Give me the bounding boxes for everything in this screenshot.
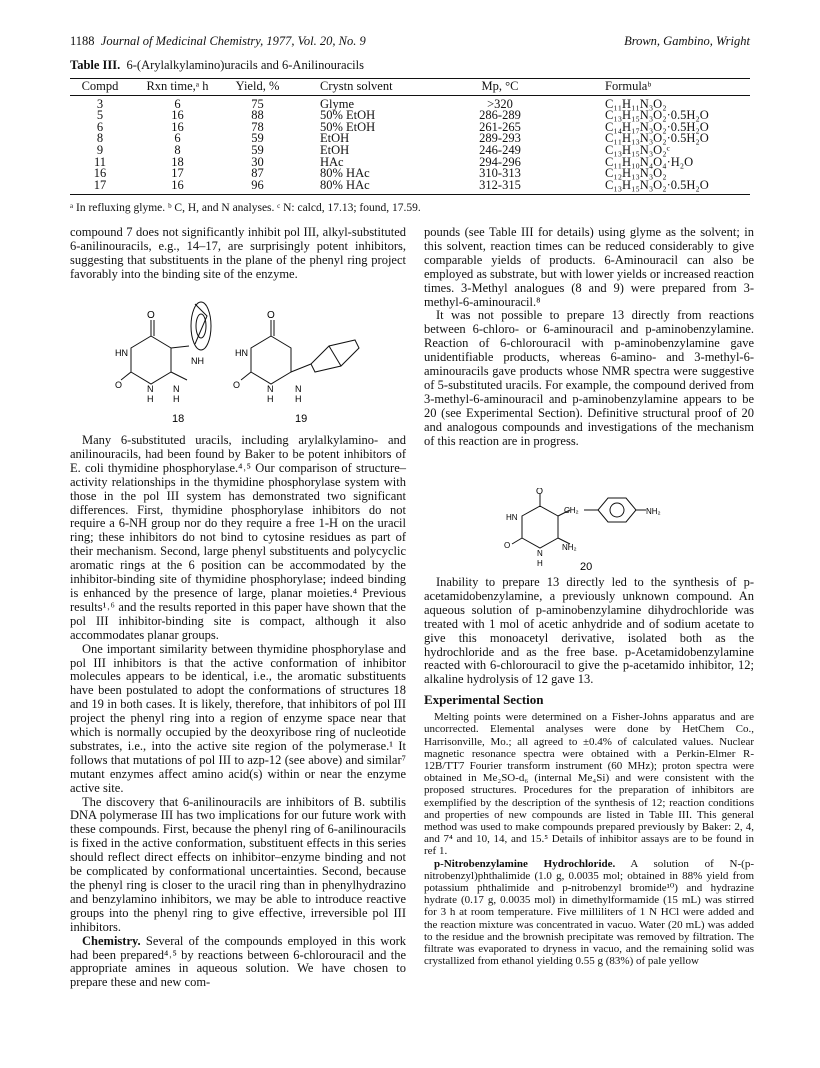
- structure-label: 19: [295, 413, 308, 425]
- header-left: [70, 34, 366, 49]
- table-cell: EtOH: [320, 131, 350, 146]
- table-cell: C₁₁H₁₁N₃O₂: [605, 96, 667, 111]
- table-cell: 310-313: [479, 166, 521, 181]
- left-column-body: [70, 434, 406, 990]
- paragraph: Melting points were determined on a Fisher-Johns apparatus and are uncorrected. Elemental analyses were done by HetChem Co., Harrisonville, Mo.; all agreed to ±0.4% of calculated values. Nuclear magnetic resonance spectra were obtained with a Perkin-Elmer R-12B/TT7 Fourier transform instrument (60 MHz); proton spectra were obtained in Me₂SO-d₆ (internal Me₄Si) and were consistent with the proposed structures. Procedures for the preparation of inhibitors are exemplified by the description of the synthesis of 12; reaction conditions and properties of new compounds are listed in Table III. This general method was used to make compounds prepared previously by Baker: 2, 4, and 7⁴ and 10, 14, and 15.⁵ Details of inhibitor assays are to be found in ref 1.: [424, 711, 754, 858]
- table-cell: 294-296: [479, 154, 521, 169]
- table-cell: 18: [171, 154, 184, 169]
- table-cell: 11: [93, 154, 107, 169]
- table-cell: EtOH: [320, 142, 350, 157]
- table-cell: 6: [174, 131, 181, 146]
- table-cell: C₁₃H₁₅N₃O₂·0.5H₂O: [565, 180, 750, 195]
- atom-label: NH: [191, 356, 204, 366]
- table-cell: 30: [251, 154, 264, 169]
- atom-label: H: [537, 559, 543, 568]
- table-cell: C₁₂H₁₃N₃O₂: [605, 166, 667, 181]
- col-header: Rxn time,ᵃ h: [130, 79, 225, 96]
- atom-label: O: [115, 380, 123, 390]
- paragraph-text: A solution of N-(p-nitrobenzyl)phthalimide (1.0 g, 0.0035 mol; obtained in 88% yield from potassium phthalimide and p-nitrobenzyl bromide¹⁰) and hydrazine hydrate (0.17 g, 0.0035 mol) in dimethylformamide (15 mL) was stirred for 3 h at room temperature. Five milliliters of 1 N HCl were added and the reaction mixture was concentrated in vacuo. Water (20 mL) was added to the residue and the brownish precipitate was removed by filtration. The filtrate was evaporated to dryness in vacuo, and the remaining solid was crystallized from ethanol yielding 0.55 g (83%) of pale yellow: [424, 857, 754, 968]
- table-cell: HAc: [320, 154, 344, 169]
- col-header: Crystn solvent: [290, 79, 435, 96]
- data-table: [70, 78, 750, 195]
- table-caption: [70, 58, 364, 73]
- paragraph: Many 6-substituted uracils, including arylalkylamino- and anilinouracils, had been found by Baker to be potent inhibitors of E. coli thymidine phosphorylase.⁴˒⁵ Our comparison of structure–activity relationships in the thymidine phosphorylase system with those in the pol III system has demonstrated two significant differences. First, thymidine phosphorylase inhibitors do not require a 6-NH group nor do they require a free 1-H on the uracil ring; these inhibitors do not bind to cytosine residues as part of their mechanism. Second, large phenyl substituents and polycyclic aromatic rings at the 6 position can be accommodated by the inhibitor-binding site of thymidine phosphorylase; indeed binding is enhanced by the presence of large, planar moieties.⁴ Previous results¹˒⁶ and the results reported in this paper have shown that the pol III inhibitor-binding site is compact, although it also accommodates planar groups.: [70, 433, 406, 642]
- atom-label: HN: [506, 513, 518, 522]
- atom-label: N: [173, 384, 180, 394]
- col-header: Yield, %: [225, 79, 290, 96]
- structure-label: 18: [172, 413, 185, 425]
- table-cell: 8: [96, 131, 104, 146]
- experimental-text: [424, 711, 754, 967]
- right-column-body: [424, 576, 754, 967]
- table-cell: 246-249: [479, 142, 521, 157]
- table-cell: Glyme: [320, 96, 355, 111]
- paragraph: The discovery that 6-anilinouracils are inhibitors of B. subtilis DNA polymerase III has two implications for our future work with these compounds. First, because the phenyl ring of 6-anilinouracils is fixed in the active conformation, substituent effects in this series should reflect direct effects on inhibitor–enzyme binding and not be complicated by conformational uncertainties. Second, because the phenyl ring is closer to the uracil ring than in phenylhydrazino and benzylamino inhibitors, we may be able to introduce reactive groups into the phenyl ring to give effective, irreversible pol III inhibitors.: [70, 794, 406, 934]
- table-cell: 6: [174, 96, 181, 111]
- paragraph: [70, 935, 406, 991]
- table-cell: 50% EtOH: [320, 119, 376, 134]
- col-header: Mp, °C: [435, 79, 565, 96]
- atom-label: N: [537, 549, 543, 558]
- table-cell: 261-265: [479, 119, 521, 134]
- table-row: [70, 180, 750, 195]
- run-in-heading: Chemistry.: [82, 933, 141, 948]
- atom-label: CH₂: [564, 506, 579, 515]
- col-header: Formulaᵇ: [565, 79, 750, 96]
- table-cell: 286-289: [479, 108, 521, 123]
- atom-label: O: [267, 310, 275, 321]
- table-cell: 6: [96, 119, 104, 134]
- page-number: 1188: [70, 34, 95, 48]
- table-cell: 5: [96, 108, 104, 123]
- paragraph-text: Several of the compounds employed in this work had been prepared⁴˒⁵ by reactions between 6-chlorouracil and the appropriate amines in aqueous solution. We have chosen to prepare these and new com-: [70, 933, 406, 990]
- header-authors: Brown, Gambino, Wright: [624, 34, 750, 48]
- table-cell: 16: [171, 119, 184, 134]
- paragraph: compound 7 does not significantly inhibit pol III, alkyl-substituted 6-anilinouracils, e.g., 14–17, are surprisingly potent inhibitors, suggesting that substituents in the plane of the phenyl ring project favorably into the binding site of the enzyme.: [70, 225, 406, 281]
- table-footnote: ᵃ In refluxing glyme. ᵇ C, H, and N analyses. ᶜ N: calcd, 17.13; found, 17.59.: [70, 202, 421, 214]
- table-cell: 16: [171, 108, 184, 123]
- table-cell: C₁₁H₁₀N₄O₄·H₂O: [605, 154, 694, 169]
- table-cell: 289-293: [479, 131, 521, 146]
- atom-label: H: [147, 394, 154, 404]
- table-cell: 16: [130, 180, 225, 195]
- right-column-top: [424, 226, 754, 449]
- table-cell: 9: [96, 142, 104, 157]
- table-title: 6-(Arylalkylamino)uracils and 6-Anilinouracils: [126, 58, 364, 72]
- structure-label: 20: [580, 561, 593, 572]
- table-cell: 59: [251, 142, 264, 157]
- atom-label: N: [147, 384, 154, 394]
- table-cell: 78: [251, 119, 264, 134]
- table-cell: 96: [225, 180, 290, 195]
- paragraph: One important similarity between thymidine phosphorylase and pol III inhibitors is that the active conformation of inhibitor molecules appears to be identical, i.e., the aromatic substituents have been postulated to adopt the conformations of structures 18 and 19 in both cases. It is likely, therefore, that inhibitors of pol III project the phenyl ring into a region of enzyme space near that which is normally occupied by the deoxyribose ring of nucleotide substrates, i.e., into the active site region of the polymerase.¹ It follows that mutations of pol III to azp-12 (see above) and similar⁷ mutant enzymes affect amino acid(s) within or near the enzyme active site.: [70, 641, 406, 795]
- run-in-heading: p-Nitrobenzylamine Hydrochloride.: [434, 857, 616, 870]
- atom-label: N: [295, 384, 302, 394]
- table-cell: 59: [251, 131, 264, 146]
- atom-label: HN: [115, 348, 128, 358]
- table-cell: 75: [251, 96, 264, 111]
- table-cell: 87: [251, 166, 264, 181]
- table-cell: 3: [96, 96, 104, 111]
- table-cell: 80% HAc: [290, 180, 435, 195]
- atom-label: HN: [235, 348, 248, 358]
- table-cell: 312-315: [435, 180, 565, 195]
- table-cell: C₁₄H₁₇N₃O₂·0.5H₂O: [605, 119, 709, 134]
- structure-20: [500, 488, 680, 572]
- table-cell: 8: [174, 142, 181, 157]
- atom-label: O: [536, 488, 544, 496]
- paragraph: [424, 858, 754, 968]
- atom-label: H: [173, 394, 180, 404]
- paragraph: It was not possible to prepare 13 directly from reactions between 6-chloro- or 6-aminouracil and p-aminobenzylamine. Reaction of 6-chlorouracil with p-aminobenzylamine gave unidentifiable products, whereas 6-amino- and 3-methyl-6-aminouracils gave products whose NMR spectra were suggestive of 5-substituted uracils. For example, the compound derived from 3-methyl-6-aminouracil and p-aminobenzylamine appears to be 20 (see Experimental Section). Definitive structural proof of 20 and analogous compounds and investigations of the mechanism of this reaction are in progress.: [424, 308, 754, 448]
- section-heading: Experimental Section: [424, 692, 544, 708]
- running-header: [70, 34, 750, 52]
- structure-18-19: [115, 298, 375, 434]
- table-cell: 16: [93, 166, 107, 181]
- atom-label: NH₂: [562, 543, 577, 552]
- table-cell: 50% EtOH: [320, 108, 376, 123]
- table-cell: 80% HAc: [320, 166, 370, 181]
- table-cell: >320: [487, 96, 513, 111]
- journal-citation: Journal of Medicinal Chemistry, 1977, Vol. 20, No. 9: [100, 34, 366, 48]
- atom-label: H: [295, 394, 302, 404]
- table-cell: C₁₃H₁₅N₃O₂ᶜ: [605, 142, 670, 157]
- atom-label: NH₂: [646, 507, 661, 516]
- paragraph: Inability to prepare 13 directly led to the synthesis of p-acetamidobenzylamine, a previously unknown compound. An aqueous solution of p-aminobenzylamine dihydrochloride was treated with 1 mol of acetic anhydride and of sodium acetate to give this monoacetyl derivative, isolated both as the hydrochloride and as the free base. p-Acetamidobenzylamine reacted with 6-chlorouracil to give the p-acetamido inhibitor, 12; alkaline hydrolysis of 12 gave 13.: [424, 575, 754, 687]
- table-cell: 88: [251, 108, 264, 123]
- table-header-row: [70, 79, 750, 96]
- atom-label: H: [267, 394, 274, 404]
- table-label: Table III.: [70, 58, 121, 72]
- left-column-top: [70, 226, 406, 282]
- col-header: Compd: [70, 79, 130, 96]
- atom-label: O: [147, 310, 155, 321]
- table-cell: 17: [70, 180, 130, 195]
- table-cell: 17: [171, 166, 184, 181]
- paragraph: pounds (see Table III for details) using glyme as the solvent; in this solvent, reaction times can be reduced considerably to give comparable yields of products. 6-Aminouracil can also be employed as substrate, but with lower yields or increased reaction times. 3-Methyl analogues (8 and 9) were prepared from 3-methyl-6-aminouracil.⁸: [424, 225, 754, 309]
- table-cell: C₁₃H₁₅N₃O₂·0.5H₂O: [605, 108, 709, 123]
- atom-label: N: [267, 384, 274, 394]
- atom-label: O: [233, 380, 241, 390]
- table-cell: C₁₁H₁₃N₃O₂·0.5H₂O: [605, 131, 709, 146]
- atom-label: O: [504, 541, 511, 550]
